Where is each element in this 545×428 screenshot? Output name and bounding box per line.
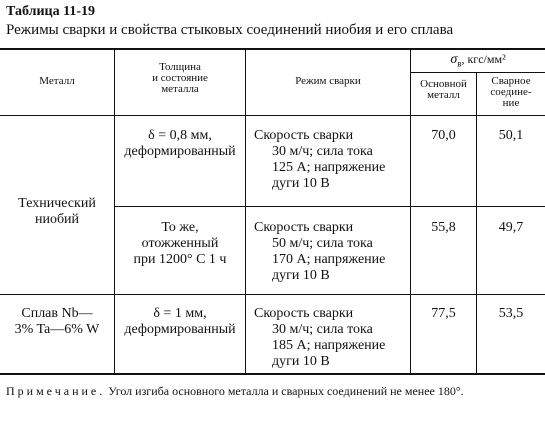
thickness-line: деформированный	[124, 322, 236, 337]
mode-line: 30 м/ч; сила тока	[272, 144, 373, 159]
sigma-symbol: σ	[450, 52, 458, 67]
thickness-line: при 1200° С 1 ч	[133, 252, 227, 267]
data-table	[0, 48, 545, 375]
metal-line: ниобий	[34, 212, 80, 227]
sigma-unit: , кгс/мм²	[461, 52, 506, 66]
header-base-line: Основной	[420, 78, 467, 90]
metal-line: Технический	[18, 196, 96, 211]
row-divider-niobium	[114, 206, 545, 207]
sigma-rule	[410, 72, 545, 73]
header-thickness	[115, 62, 245, 95]
mode-cell	[254, 128, 410, 192]
metal-nb-alloy	[0, 306, 114, 338]
sigma-subscript: в	[457, 58, 462, 69]
col-rule-2	[245, 48, 246, 375]
header-thickness-line: металла	[161, 83, 199, 95]
thickness-line: δ = 1 мм,	[153, 306, 207, 321]
metal-technical-niobium	[0, 196, 114, 228]
row-divider-alloy	[0, 294, 545, 295]
thickness-line: деформированный	[124, 144, 236, 159]
header-base-line: металл	[427, 89, 460, 101]
weld-strength-value: 50,1	[498, 128, 524, 143]
mode-line: 185 А; напряжение	[272, 338, 386, 353]
table-label: Таблица 11-19	[6, 4, 96, 19]
header-base-metal	[411, 79, 476, 101]
header-metal: Металл	[39, 75, 75, 87]
mode-line: 50 м/ч; сила тока	[272, 236, 373, 251]
header-bottom-rule	[0, 115, 545, 116]
header-weld-joint	[477, 76, 545, 109]
thickness-cell	[115, 220, 245, 268]
weld-strength-value: 53,5	[498, 306, 524, 321]
header-sigma	[411, 54, 545, 69]
metal-line: 3% Ta—6% W	[14, 322, 100, 337]
mode-line: дуги 10 В	[272, 268, 330, 283]
mode-cell	[254, 220, 410, 284]
thickness-cell	[115, 128, 245, 160]
base-strength-value: 55,8	[431, 220, 456, 235]
mode-line: Скорость сварки	[254, 220, 354, 235]
header-weld-line: Сварное	[491, 75, 531, 87]
thickness-line: отожженный	[141, 236, 219, 251]
header-thickness-line: Толщина	[159, 61, 201, 73]
weld-strength-value: 49,7	[498, 220, 524, 235]
header-thickness-line: и состояние	[152, 72, 208, 84]
base-strength-value: 77,5	[431, 306, 456, 321]
table-bottom-rule	[0, 373, 545, 375]
header-weld-line: соедине-	[490, 86, 532, 98]
mode-cell	[254, 306, 410, 370]
header-weld-line: ние	[502, 97, 520, 109]
mode-line: 30 м/ч; сила тока	[272, 322, 373, 337]
mode-line: 170 А; напряжение	[272, 252, 386, 267]
mode-line: дуги 10 В	[272, 354, 330, 369]
mode-line: дуги 10 В	[272, 176, 330, 191]
table-note	[6, 385, 541, 398]
header-mode: Режим сварки	[295, 75, 361, 87]
thickness-line: То же,	[161, 220, 199, 235]
metal-line: Сплав Nb—	[21, 306, 93, 321]
table-top-rule	[0, 48, 545, 50]
mode-line: Скорость сварки	[254, 306, 354, 321]
table-caption: Режимы сварки и свойства стыковых соединений ниобия и его сплава	[6, 22, 454, 38]
note-label: Примечание.	[6, 384, 106, 398]
mode-line: Скорость сварки	[254, 128, 354, 143]
thickness-line: δ = 0,8 мм,	[148, 128, 212, 143]
thickness-cell	[115, 306, 245, 338]
note-text: Угол изгиба основного металла и сварных соединений не менее 180°.	[105, 384, 464, 398]
mode-line: 125 А; напряжение	[272, 160, 386, 175]
base-strength-value: 70,0	[431, 128, 456, 143]
